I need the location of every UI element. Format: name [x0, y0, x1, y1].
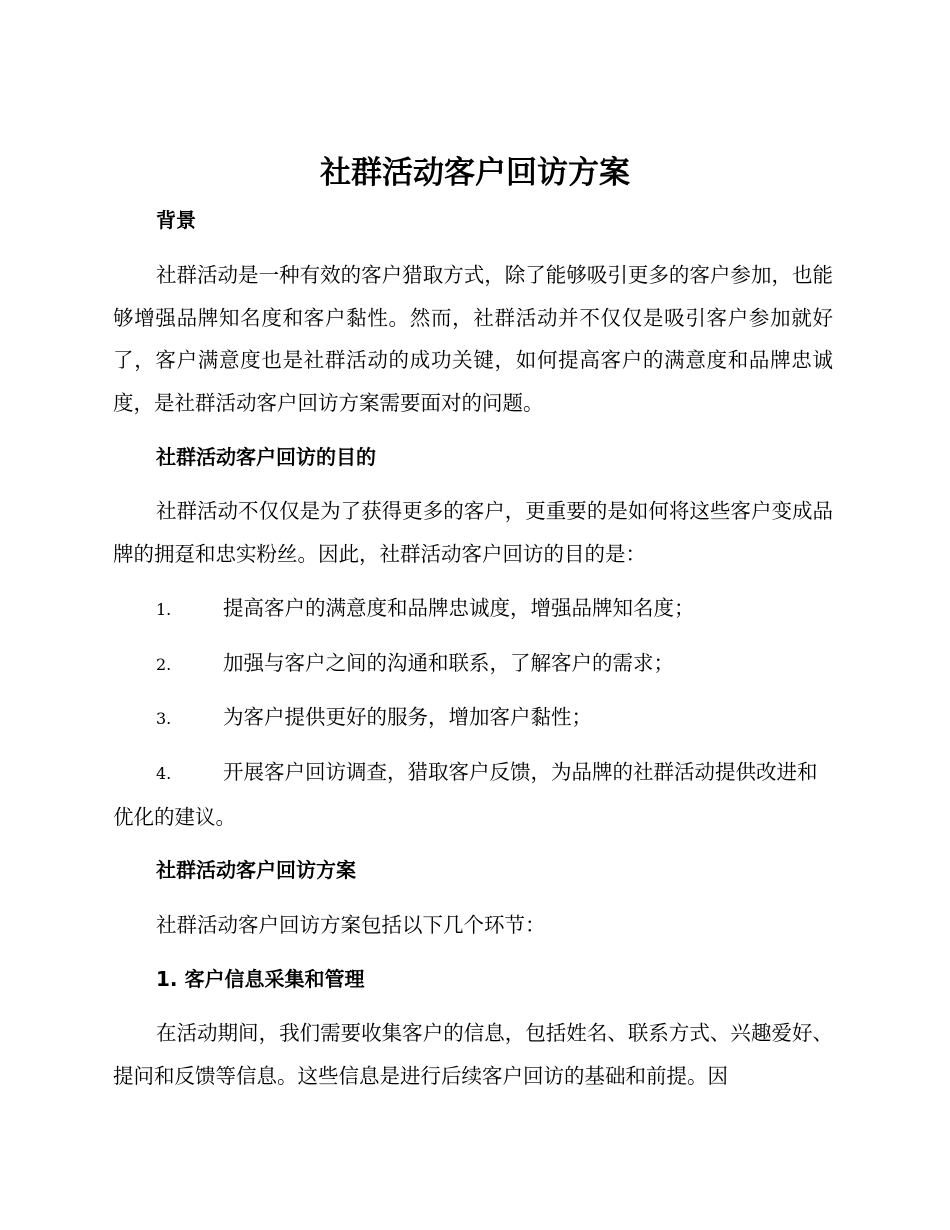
paragraph-background: 社群活动是一种有效的客户猎取方式，除了能够吸引更多的客户参加，也能够增强品牌知名度和客户黏性。然而，社群活动并不仅仅是吸引客户参加就好了，客户满意度也是社群活动的成功关键，如何提高客户的满意度和品牌忠诚度，是社群活动客户回访方案需要面对的问题。: [113, 263, 833, 415]
list-item-number: 2.: [156, 655, 172, 674]
list-item-number: 3.: [156, 709, 172, 728]
list-item: [113, 642, 833, 687]
list-item-text: 加强与客户之间的沟通和联系，了解客户的需求；: [223, 651, 674, 675]
list-item: [113, 696, 833, 741]
list-item: [113, 587, 833, 632]
heading-plan: 社群活动客户回访方案: [156, 858, 356, 882]
list-item-number: 1.: [156, 600, 172, 619]
paragraph-step-1: 在活动期间，我们需要收集客户的信息，包括姓名、联系方式、兴趣爱好、提问和反馈等信息。这些信息是进行后续客户回访的基础和前提。因: [113, 1021, 833, 1088]
paragraph-purpose: 社群活动不仅仅是为了获得更多的客户，更重要的是如何将这些客户变成品牌的拥趸和忠实粉丝。因此，社群活动客户回访的目的是：: [113, 499, 833, 566]
heading-purpose: 社群活动客户回访的目的: [156, 445, 376, 469]
list-item-number: 4.: [156, 764, 172, 783]
document-title: 社群活动客户回访方案: [320, 155, 630, 191]
list-item: [113, 751, 833, 838]
list-item-text: 为客户提供更好的服务，增加客户黏性；: [223, 705, 592, 729]
list-item-text: 提高客户的满意度和品牌忠诚度，增强品牌知名度；: [223, 596, 695, 620]
list-item-text: 开展客户回访调查，猎取客户反馈，为品牌的社群活动提供改进和优化的建议。: [113, 760, 818, 829]
heading-background: 背景: [156, 208, 196, 232]
heading-step-1: 1. 客户信息采集和管理: [156, 967, 365, 991]
paragraph-plan: 社群活动客户回访方案包括以下几个环节：: [156, 913, 546, 937]
